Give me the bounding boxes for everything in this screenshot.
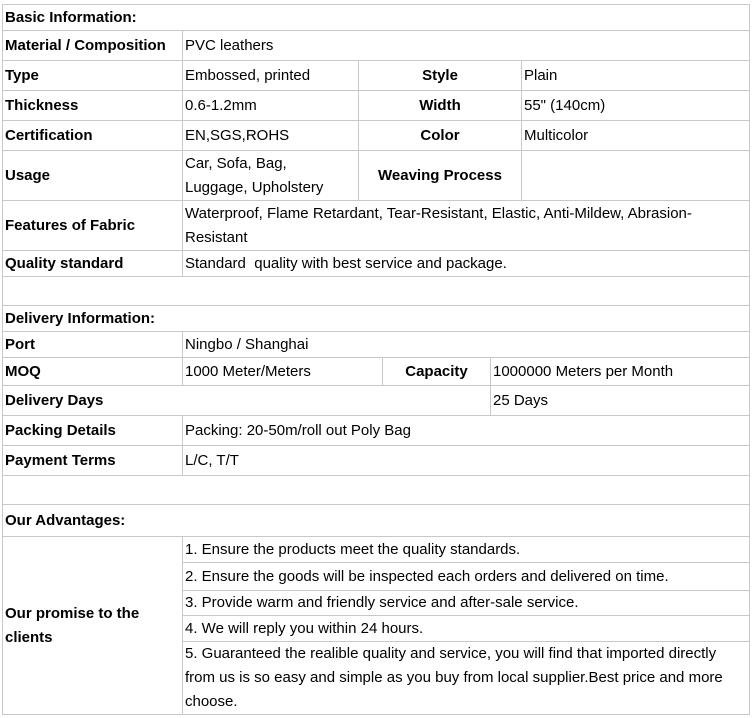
certification-label: Certification [3, 121, 183, 151]
advantage-item: 5. Guaranteed the realible quality and service, you will find that imported directly from us is so easy and simple as you buy from local supplier.Best price and more choose. [183, 642, 750, 715]
product-spec-table [2, 4, 750, 715]
table-row [3, 201, 750, 251]
advantage-item: 4. We will reply you within 24 hours. [183, 616, 750, 642]
type-value: Embossed, printed [183, 61, 359, 91]
basic-header-row [3, 5, 750, 31]
moq-value: 1000 Meter/Meters [183, 358, 383, 386]
payment-label: Payment Terms [3, 446, 183, 476]
usage-value-line: Car, Sofa, Bag, [185, 154, 287, 172]
quality-value-rest: quality with best service and package. [254, 254, 507, 272]
table-row [3, 151, 750, 201]
payment-value: L/C, T/T [183, 446, 750, 476]
delivery-header-row [3, 306, 750, 332]
table-row [3, 121, 750, 151]
table-row [3, 332, 750, 358]
features-label: Features of Fabric [3, 201, 183, 251]
moq-label: MOQ [3, 358, 183, 386]
basic-info-header: Basic Information: [3, 5, 750, 31]
capacity-value: 1000000 Meters per Month [491, 358, 750, 386]
packing-value: Packing: 20-50m/roll out Poly Bag [183, 416, 750, 446]
width-label: Width [359, 91, 522, 121]
table-row [3, 91, 750, 121]
table-row [3, 358, 750, 386]
color-label: Color [359, 121, 522, 151]
material-label: Material / Composition [3, 31, 183, 61]
thickness-value: 0.6-1.2mm [183, 91, 359, 121]
quality-value-word: Standard [185, 254, 246, 272]
quality-label: Quality standard [3, 251, 183, 277]
table-row [3, 31, 750, 61]
list-item [3, 537, 750, 563]
advantage-item: 3. Provide warm and friendly service and after-sale service. [183, 591, 750, 616]
table-row [3, 251, 750, 277]
delivery-days-label: Delivery Days [3, 386, 491, 416]
section-separator [3, 277, 750, 306]
certification-value: EN,SGS,ROHS [183, 121, 359, 151]
packing-label: Packing Details [3, 416, 183, 446]
delivery-info-header: Delivery Information: [3, 306, 750, 332]
advantage-item: 1. Ensure the products meet the quality standards. [183, 537, 750, 563]
type-label: Type [3, 61, 183, 91]
port-label: Port [3, 332, 183, 358]
weaving-label: Weaving Process [359, 151, 522, 201]
width-value: 55" (140cm) [522, 91, 750, 121]
table-row [3, 386, 750, 416]
weaving-value [522, 151, 750, 201]
table-row [3, 61, 750, 91]
usage-value-line: Luggage, Upholstery [185, 178, 324, 196]
delivery-days-value: 25 Days [491, 386, 750, 416]
port-value: Ningbo / Shanghai [183, 332, 750, 358]
section-separator [3, 476, 750, 505]
usage-value [183, 151, 359, 201]
spacer-row [3, 476, 750, 505]
advantage-item: 2. Ensure the goods will be inspected each orders and delivered on time. [183, 563, 750, 591]
advantages-header-row [3, 505, 750, 537]
table-row [3, 416, 750, 446]
advantages-header: Our Advantages: [3, 505, 750, 537]
features-value: Waterproof, Flame Retardant, Tear-Resistant, Elastic, Anti-Mildew, Abrasion-Resistant [183, 201, 750, 251]
quality-value [183, 251, 750, 277]
spacer-row [3, 277, 750, 306]
material-value: PVC leathers [183, 31, 750, 61]
style-value: Plain [522, 61, 750, 91]
usage-label: Usage [3, 151, 183, 201]
color-value: Multicolor [522, 121, 750, 151]
style-label: Style [359, 61, 522, 91]
thickness-label: Thickness [3, 91, 183, 121]
promise-label: Our promise to the clients [3, 537, 183, 715]
capacity-label: Capacity [383, 358, 491, 386]
table-row [3, 446, 750, 476]
